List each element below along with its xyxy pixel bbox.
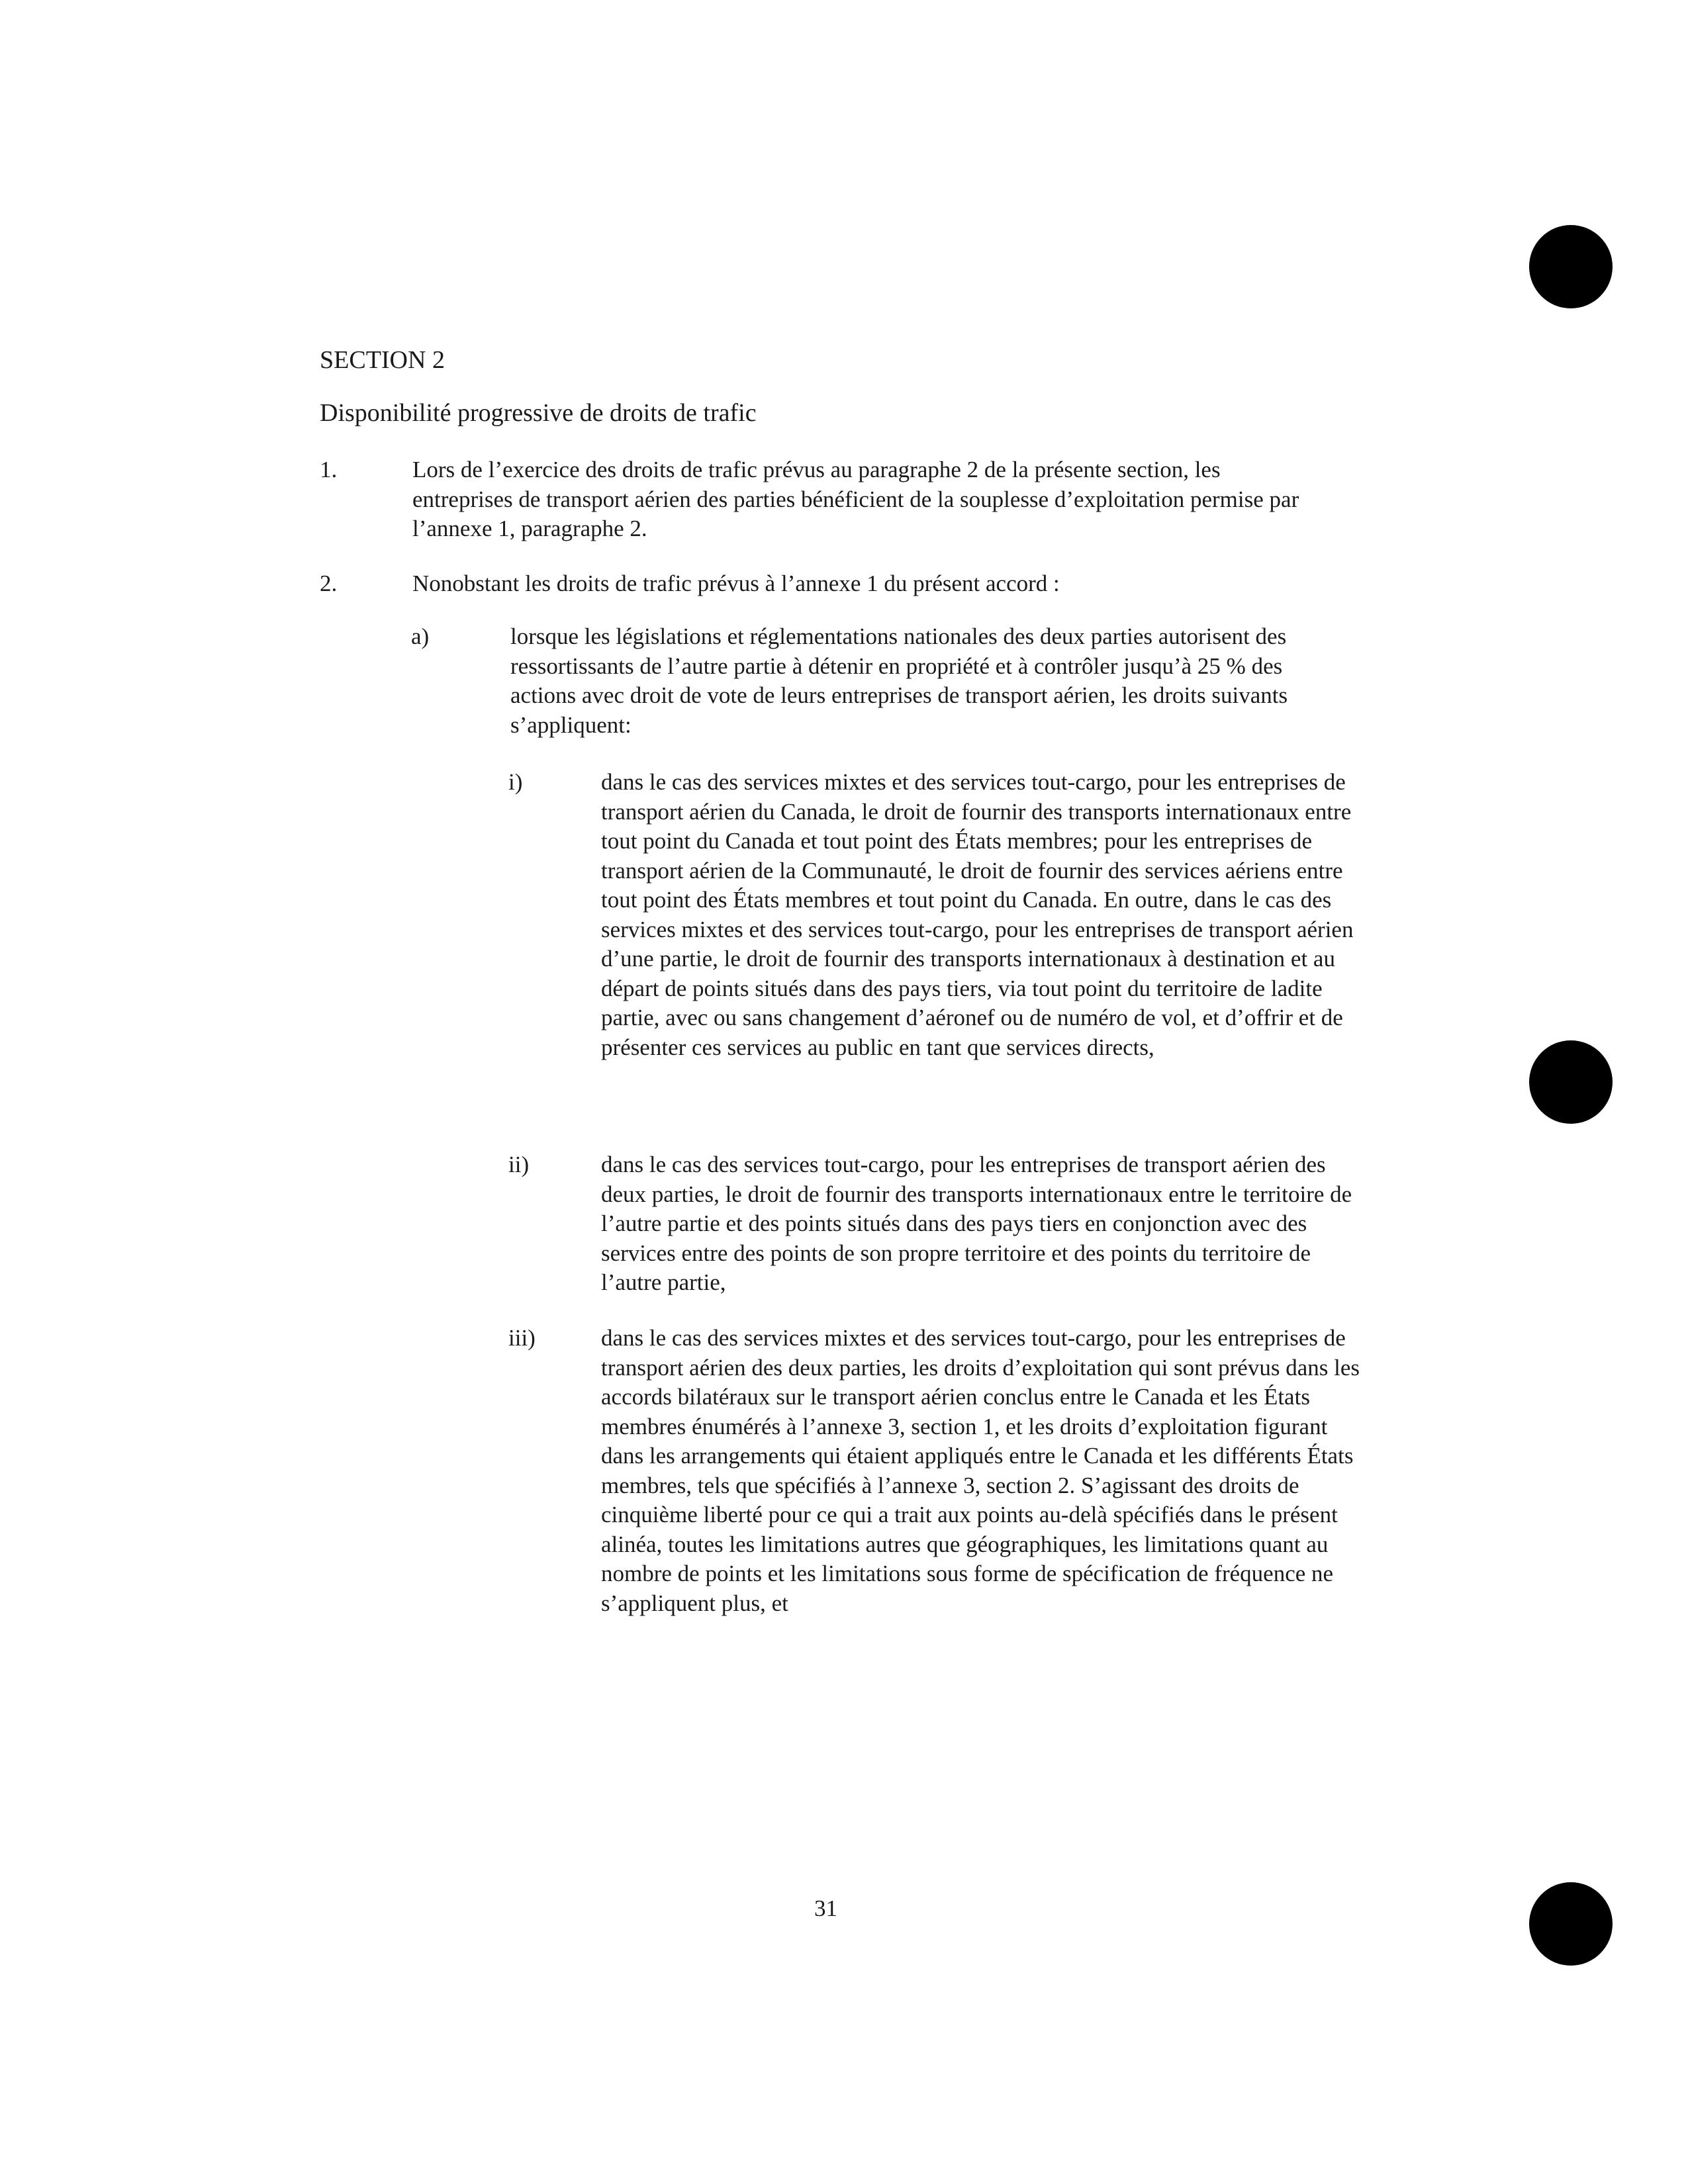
- section-heading: SECTION 2: [320, 346, 445, 374]
- subparagraph-label: a): [411, 623, 430, 649]
- punch-hole-top: [1529, 225, 1613, 308]
- clause-label: i): [508, 769, 523, 795]
- clause-label: ii): [508, 1152, 530, 1177]
- paragraph-number: 2.: [320, 570, 338, 596]
- clause-text: dans le cas des services tout-cargo, pour les entreprises de transport aérien des deux parties, le droit de fournir des transports internationaux entre le territoire de l’autre partie et des points situés dans des pays tiers en conjonction avec des services entre des points de son propre territoire et des points du territoire de l’autre partie,: [601, 1152, 1352, 1295]
- punch-hole-bottom: [1529, 1882, 1613, 1966]
- clause-text: dans le cas des services mixtes et des services tout-cargo, pour les entreprises de transport aérien des deux parties, les droits d’exploitation qui sont prévus dans les accords bilatéraux sur le transport aérien conclus entre le Canada et les États membres énumérés à l’annexe 3, section 1, et les droits d’exploitation figurant dans les arrangements qui étaient appliqués entre le Canada et les différents États membres, tels que spécifiés à l’annexe 3, section 2. S’agissant des droits de cinquième liberté pour ce qui a trait aux points au-delà spécifiés dans le présent alinéa, toutes les limitations autres que géographiques, les limitations quant au nombre de points et les limitations sous forme de spécification de fréquence ne s’appliquent plus, et: [601, 1325, 1360, 1616]
- paragraph-text: Nonobstant les droits de trafic prévus à l’annexe 1 du présent accord :: [412, 570, 1060, 596]
- section-subtitle: Disponibilité progressive de droits de trafic: [320, 399, 757, 427]
- page-number: 31: [814, 1895, 837, 1921]
- clause-label: iii): [508, 1325, 536, 1351]
- punch-hole-middle: [1529, 1040, 1613, 1124]
- subparagraph-text: lorsque les législations et réglementations nationales des deux parties autorisent des ressortissants de l’autre partie à détenir en propriété et à contrôler jusqu’à 25 % des actions avec droit de vote de leurs entreprises de transport aérien, les droits suivants s’appliquent:: [510, 623, 1288, 738]
- paragraph-text: Lors de l’exercice des droits de trafic prévus au paragraphe 2 de la présente section, les entreprises de transport aérien des parties bénéficient de la souplesse d’exploitation permise par l’annexe 1, paragraphe 2.: [412, 457, 1299, 541]
- clause-text: dans le cas des services mixtes et des services tout-cargo, pour les entreprises de transport aérien du Canada, le droit de fournir des transports internationaux entre tout point du Canada et tout point des États membres; pour les entreprises de transport aérien de la Communauté, le droit de fournir des services aériens entre tout point des États membres et tout point du Canada. En outre, dans le cas des services mixtes et des services tout-cargo, pour les entreprises de transport aérien d’une partie, le droit de fournir des transports internationaux à destination et au départ de points situés dans des pays tiers, via tout point du territoire de ladite partie, avec ou sans changement d’aéronef ou de numéro de vol, et d’offrir et de présenter ces services au public en tant que services directs,: [601, 769, 1354, 1060]
- paragraph-number: 1.: [320, 457, 338, 482]
